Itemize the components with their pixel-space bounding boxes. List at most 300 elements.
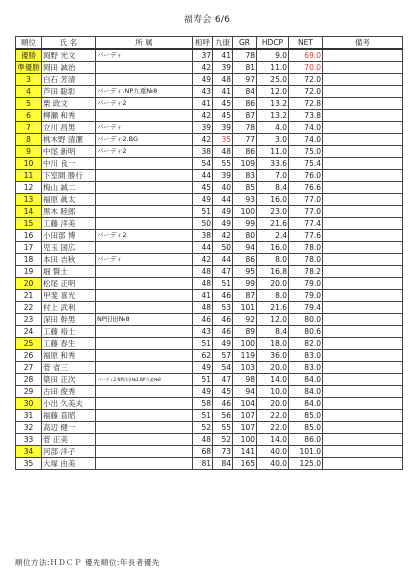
gross-score-cell: 107	[233, 410, 257, 422]
notes-cell	[323, 182, 403, 194]
notes-cell	[323, 422, 403, 434]
out-score-cell: 51	[193, 374, 213, 386]
net-score-cell: 84.0	[289, 386, 323, 398]
affiliation-cell: バーディ	[96, 254, 193, 266]
rank-cell: 30	[16, 398, 42, 410]
player-name-cell: 福原 和秀	[42, 350, 96, 362]
out-score-cell: 49	[193, 74, 213, 86]
net-score-cell: 77.0	[289, 206, 323, 218]
in-score-cell: 84	[213, 458, 233, 470]
net-score-cell: 79.0	[289, 290, 323, 302]
in-score-cell: 44	[213, 194, 233, 206]
out-score-cell: 45	[193, 182, 213, 194]
affiliation-cell	[96, 158, 193, 170]
net-score-cell: 72.8	[289, 98, 323, 110]
player-name-cell: 菅 省三	[42, 362, 96, 374]
out-score-cell: 46	[193, 314, 213, 326]
player-name-cell: 小田部 博	[42, 230, 96, 242]
affiliation-cell: バーディ2.BG	[96, 134, 193, 146]
net-score-cell: 86.0	[289, 434, 323, 446]
in-score-cell: 46	[213, 398, 233, 410]
net-score-cell: 84.0	[289, 374, 323, 386]
table-row	[16, 266, 403, 278]
gross-score-cell: 86	[233, 146, 257, 158]
gross-score-cell: 99	[233, 278, 257, 290]
in-score-cell: 55	[213, 158, 233, 170]
gross-score-cell: 83	[233, 170, 257, 182]
notes-cell	[323, 410, 403, 422]
hdcp-cell: 16.8	[257, 266, 289, 278]
col-header-gross: GR	[233, 37, 257, 50]
player-name-cell: 甲斐 喜光	[42, 290, 96, 302]
in-score-cell: 57	[213, 350, 233, 362]
ranking-method-note: 順位方法:ＨＤＣＰ 優先順位:年長者優先	[15, 558, 160, 567]
out-score-cell: 39	[193, 122, 213, 134]
player-name-cell: 小出 久美夫	[42, 398, 96, 410]
in-score-cell: 45	[213, 386, 233, 398]
rank-cell: 準優勝	[17, 63, 40, 72]
rank-cell: 3	[16, 74, 42, 86]
out-score-cell: 54	[193, 158, 213, 170]
out-score-cell: 62	[193, 350, 213, 362]
player-name-cell: 岡野 光文	[42, 49, 96, 62]
in-score-cell: 73	[213, 446, 233, 458]
player-name-cell: 栗 政文	[42, 98, 96, 110]
player-name-cell: 福原 眞太	[42, 194, 96, 206]
player-name-cell: 深田 幹男	[42, 314, 96, 326]
out-score-cell: 49	[193, 362, 213, 374]
out-score-cell: 81	[193, 458, 213, 470]
affiliation-cell	[96, 218, 193, 230]
in-score-cell: 54	[213, 362, 233, 374]
gross-score-cell: 92	[233, 314, 257, 326]
out-score-cell: 58	[193, 398, 213, 410]
notes-cell	[323, 386, 403, 398]
net-score-cell: 79.4	[289, 302, 323, 314]
hdcp-cell: 14.0	[257, 374, 289, 386]
table-row	[16, 362, 403, 374]
notes-cell	[323, 206, 403, 218]
out-score-cell: 42	[193, 134, 213, 146]
rank-cell: 15	[16, 218, 42, 230]
table-row	[16, 230, 403, 242]
table-row	[16, 374, 403, 386]
hdcp-cell: 11.0	[257, 62, 289, 74]
gross-score-cell: 81	[233, 62, 257, 74]
net-score-cell: 74.0	[289, 122, 323, 134]
col-header-notes: 備考	[323, 37, 403, 50]
table-row	[16, 182, 403, 194]
player-name-cell: 下室間 勝行	[42, 170, 96, 182]
out-score-cell: 43	[193, 86, 213, 98]
in-score-cell: 39	[213, 170, 233, 182]
notes-cell	[323, 158, 403, 170]
out-score-cell: 50	[193, 218, 213, 230]
gross-score-cell: 141	[233, 446, 257, 458]
affiliation-cell: バーディ	[96, 122, 193, 134]
out-score-cell: 51	[193, 410, 213, 422]
in-score-cell: 55	[213, 422, 233, 434]
gross-score-cell: 85	[233, 182, 257, 194]
affiliation-cell	[96, 206, 193, 218]
in-score-cell: 47	[213, 374, 233, 386]
rank-cell: 28	[16, 374, 42, 386]
player-name-cell: 本田 吉秋	[42, 254, 96, 266]
out-score-cell: 48	[193, 302, 213, 314]
rank-cell: 33	[16, 434, 42, 446]
affiliation-cell	[96, 182, 193, 194]
affiliation-cell	[96, 302, 193, 314]
col-header-rank: 順位	[16, 37, 42, 50]
player-name-cell: 工藤 裕士	[42, 326, 96, 338]
notes-cell	[323, 458, 403, 470]
in-score-cell: 42	[213, 230, 233, 242]
affiliation-cell	[96, 242, 193, 254]
gross-score-cell: 165	[233, 458, 257, 470]
in-score-cell: 39	[213, 62, 233, 74]
affiliation-cell	[96, 410, 193, 422]
table-row	[16, 242, 403, 254]
gross-score-cell: 99	[233, 218, 257, 230]
out-score-cell: 48	[193, 278, 213, 290]
table-row	[16, 146, 403, 158]
gross-score-cell: 101	[233, 302, 257, 314]
gross-score-cell: 100	[233, 206, 257, 218]
affiliation-cell: バーディ.NP九重№8	[96, 86, 193, 98]
affiliation-cell: NP旧田№8	[96, 314, 193, 326]
notes-cell	[323, 98, 403, 110]
in-score-cell: 41	[213, 86, 233, 98]
in-score-cell: 53	[213, 302, 233, 314]
affiliation-cell	[96, 110, 193, 122]
rank-cell: 14	[16, 206, 42, 218]
table-row	[16, 218, 403, 230]
hdcp-cell: 12.0	[257, 314, 289, 326]
notes-cell	[323, 74, 403, 86]
hdcp-cell: 13.2	[257, 98, 289, 110]
player-name-cell: 梅山 誠二	[42, 182, 96, 194]
col-header-out: 相呼	[193, 37, 213, 50]
net-score-cell: 72.0	[289, 74, 323, 86]
notes-cell	[323, 194, 403, 206]
affiliation-cell	[96, 278, 193, 290]
notes-cell	[323, 110, 403, 122]
out-score-cell: 52	[193, 422, 213, 434]
rank-cell: 優勝	[16, 49, 42, 62]
header-row	[16, 37, 403, 50]
table-row	[16, 194, 403, 206]
rank-cell: 20	[16, 278, 42, 290]
net-score-cell: 101.0	[289, 446, 323, 458]
rank-cell: 7	[16, 122, 42, 134]
affiliation-cell	[96, 62, 193, 74]
player-name-cell: 桃木野 清潔	[42, 134, 96, 146]
net-score-cell: 74.0	[289, 134, 323, 146]
rank-cell: 24	[16, 326, 42, 338]
in-score-cell: 46	[213, 326, 233, 338]
gross-score-cell: 87	[233, 290, 257, 302]
hdcp-cell: 21.6	[257, 218, 289, 230]
rank-cell: 9	[16, 146, 42, 158]
rank-cell: 19	[16, 266, 42, 278]
net-score-cell: 75.0	[289, 146, 323, 158]
out-score-cell: 51	[193, 338, 213, 350]
rank-cell: 6	[16, 110, 42, 122]
affiliation-cell	[96, 74, 193, 86]
player-name-cell: 工藤 洋美	[42, 218, 96, 230]
table-row	[16, 134, 403, 146]
col-header-net: NET	[289, 37, 323, 50]
net-score-cell: 85.0	[289, 410, 323, 422]
rank-cell: 12	[16, 182, 42, 194]
net-score-cell: 77.4	[289, 218, 323, 230]
table-row	[16, 290, 403, 302]
gross-score-cell: 93	[233, 194, 257, 206]
player-name-cell: 中川 良一	[42, 158, 96, 170]
notes-cell	[323, 62, 403, 74]
table-row	[16, 338, 403, 350]
hdcp-cell: 33.6	[257, 158, 289, 170]
gross-score-cell: 86	[233, 98, 257, 110]
in-score-cell: 50	[213, 242, 233, 254]
notes-cell	[323, 314, 403, 326]
net-score-cell: 79.0	[289, 278, 323, 290]
affiliation-cell	[96, 362, 193, 374]
gross-score-cell: 77	[233, 134, 257, 146]
affiliation-cell	[96, 338, 193, 350]
affiliation-cell: バーディ2	[96, 230, 193, 242]
notes-cell	[323, 338, 403, 350]
net-score-cell: 78.2	[289, 266, 323, 278]
col-header-name: 氏 名	[42, 37, 96, 50]
gross-score-cell: 78	[233, 49, 257, 62]
gross-score-cell: 98	[233, 374, 257, 386]
affiliation-cell	[96, 386, 193, 398]
net-score-cell: 77.0	[289, 194, 323, 206]
rank-cell: 25	[16, 338, 42, 350]
table-row	[16, 86, 403, 98]
in-score-cell: 40	[213, 182, 233, 194]
rank-cell: 17	[16, 242, 42, 254]
in-score-cell: 48	[213, 74, 233, 86]
notes-cell	[323, 374, 403, 386]
gross-score-cell: 119	[233, 350, 257, 362]
player-name-cell: 村上 武利	[42, 302, 96, 314]
notes-cell	[323, 362, 403, 374]
hdcp-cell: 8.0	[257, 254, 289, 266]
in-score-cell: 35	[213, 134, 233, 146]
hdcp-cell: 40.0	[257, 458, 289, 470]
player-name-cell: 松尾 正明	[42, 278, 96, 290]
out-score-cell: 44	[193, 170, 213, 182]
net-score-cell: 83.0	[289, 350, 323, 362]
in-score-cell: 46	[213, 314, 233, 326]
hdcp-cell: 16.0	[257, 242, 289, 254]
col-header-affiliation: 所 属	[96, 37, 193, 50]
table-row	[16, 62, 403, 74]
results-table	[15, 36, 403, 470]
notes-cell	[323, 122, 403, 134]
gross-score-cell: 94	[233, 242, 257, 254]
gross-score-cell: 87	[233, 110, 257, 122]
affiliation-cell	[96, 170, 193, 182]
gross-score-cell: 80	[233, 230, 257, 242]
rank-cell: 22	[16, 302, 42, 314]
hdcp-cell: 8.0	[257, 290, 289, 302]
notes-cell	[323, 49, 403, 62]
in-score-cell: 47	[213, 266, 233, 278]
in-score-cell: 41	[213, 49, 233, 62]
affiliation-cell	[96, 350, 193, 362]
affiliation-cell	[96, 434, 193, 446]
hdcp-cell: 3.0	[257, 134, 289, 146]
out-score-cell: 38	[193, 230, 213, 242]
gross-score-cell: 84	[233, 86, 257, 98]
out-score-cell: 41	[193, 290, 213, 302]
affiliation-cell	[96, 446, 193, 458]
player-name-cell: 立川 昌男	[42, 122, 96, 134]
hdcp-cell: 20.0	[257, 362, 289, 374]
player-name-cell: 河部 洋子	[42, 446, 96, 458]
rank-cell: 27	[16, 362, 42, 374]
notes-cell	[323, 254, 403, 266]
notes-cell	[323, 326, 403, 338]
gross-score-cell: 107	[233, 422, 257, 434]
table-row	[16, 170, 403, 182]
affiliation-cell: バーディ	[96, 49, 193, 62]
notes-cell	[323, 302, 403, 314]
rank-cell: 11	[16, 170, 42, 182]
hdcp-cell: 20.0	[257, 398, 289, 410]
rank-cell: 31	[16, 410, 42, 422]
hdcp-cell: 10.0	[257, 386, 289, 398]
table-row	[16, 326, 403, 338]
table-row	[16, 206, 403, 218]
notes-cell	[323, 278, 403, 290]
in-score-cell: 52	[213, 434, 233, 446]
rank-cell: 23	[16, 314, 42, 326]
affiliation-cell	[96, 422, 193, 434]
hdcp-cell: 9.0	[257, 49, 289, 62]
net-score-cell: 83.0	[289, 362, 323, 374]
player-name-cell: 工藤 春生	[42, 338, 96, 350]
in-score-cell: 49	[213, 206, 233, 218]
col-header-in: 九康	[213, 37, 233, 50]
net-score-cell: 72.0	[289, 86, 323, 98]
affiliation-cell	[96, 326, 193, 338]
out-score-cell: 48	[193, 266, 213, 278]
gross-score-cell: 97	[233, 74, 257, 86]
rank-cell: 13	[16, 194, 42, 206]
out-score-cell: 41	[193, 98, 213, 110]
affiliation-cell	[96, 398, 193, 410]
notes-cell	[323, 446, 403, 458]
net-score-cell: 125.0	[289, 458, 323, 470]
affiliation-cell	[96, 266, 193, 278]
player-name-cell: 白石 芳清	[42, 74, 96, 86]
table-row	[16, 314, 403, 326]
notes-cell	[323, 218, 403, 230]
player-name-cell: 簗田 正次	[42, 374, 96, 386]
rank-cell: 4	[16, 86, 42, 98]
table-row	[16, 458, 403, 470]
out-score-cell: 49	[193, 386, 213, 398]
notes-cell	[323, 134, 403, 146]
net-score-cell: 80.0	[289, 314, 323, 326]
affiliation-cell	[96, 290, 193, 302]
hdcp-cell: 18.0	[257, 338, 289, 350]
player-name-cell: 岡田 誠治	[42, 62, 96, 74]
table-row	[16, 398, 403, 410]
rank-cell: 35	[16, 458, 42, 470]
hdcp-cell: 14.0	[257, 434, 289, 446]
out-score-cell: 42	[193, 254, 213, 266]
out-score-cell: 49	[193, 194, 213, 206]
notes-cell	[323, 266, 403, 278]
net-score-cell: 70.0	[289, 62, 323, 74]
in-score-cell: 45	[213, 110, 233, 122]
page-title: 福寿会 6/6	[183, 15, 231, 25]
table-row	[16, 302, 403, 314]
rank-cell: 10	[16, 158, 42, 170]
table-row	[16, 49, 403, 62]
player-name-cell: 柳瀬 和秀	[42, 110, 96, 122]
in-score-cell: 46	[213, 290, 233, 302]
hdcp-cell: 13.2	[257, 110, 289, 122]
results-body	[16, 49, 403, 470]
hdcp-cell: 12.0	[257, 86, 289, 98]
hdcp-cell: 20.0	[257, 278, 289, 290]
player-name-cell: 黒木 睦郎	[42, 206, 96, 218]
hdcp-cell: 36.0	[257, 350, 289, 362]
player-name-cell: 堀 賢士	[42, 266, 96, 278]
hdcp-cell: 16.0	[257, 194, 289, 206]
affiliation-cell	[96, 458, 193, 470]
gross-score-cell: 109	[233, 158, 257, 170]
notes-cell	[323, 230, 403, 242]
rank-cell: 26	[16, 350, 42, 362]
net-score-cell: 73.8	[289, 110, 323, 122]
out-score-cell: 42	[193, 62, 213, 74]
in-score-cell: 48	[213, 146, 233, 158]
table-row	[16, 386, 403, 398]
player-name-cell: 芦田 聡彰	[42, 86, 96, 98]
in-score-cell: 51	[213, 278, 233, 290]
net-score-cell: 77.6	[289, 230, 323, 242]
player-name-cell: 中尾 新明	[42, 146, 96, 158]
hdcp-cell: 22.0	[257, 410, 289, 422]
hdcp-cell: 23.0	[257, 206, 289, 218]
net-score-cell: 75.4	[289, 158, 323, 170]
affiliation-cell: バーディ2	[96, 98, 193, 110]
table-row	[16, 122, 403, 134]
hdcp-cell: 8.4	[257, 326, 289, 338]
notes-cell	[323, 398, 403, 410]
rank-cell: 8	[16, 134, 42, 146]
col-header-hdcp: HDCP	[257, 37, 289, 50]
rank-cell: 21	[16, 290, 42, 302]
hdcp-cell: 11.0	[257, 146, 289, 158]
net-score-cell: 82.0	[289, 338, 323, 350]
notes-cell	[323, 242, 403, 254]
hdcp-cell: 22.0	[257, 422, 289, 434]
gross-score-cell: 94	[233, 386, 257, 398]
notes-cell	[323, 146, 403, 158]
rank-cell: 5	[16, 98, 42, 110]
affiliation-cell: バーディ2	[96, 146, 193, 158]
net-score-cell: 69.0	[289, 49, 323, 62]
table-row	[16, 278, 403, 290]
